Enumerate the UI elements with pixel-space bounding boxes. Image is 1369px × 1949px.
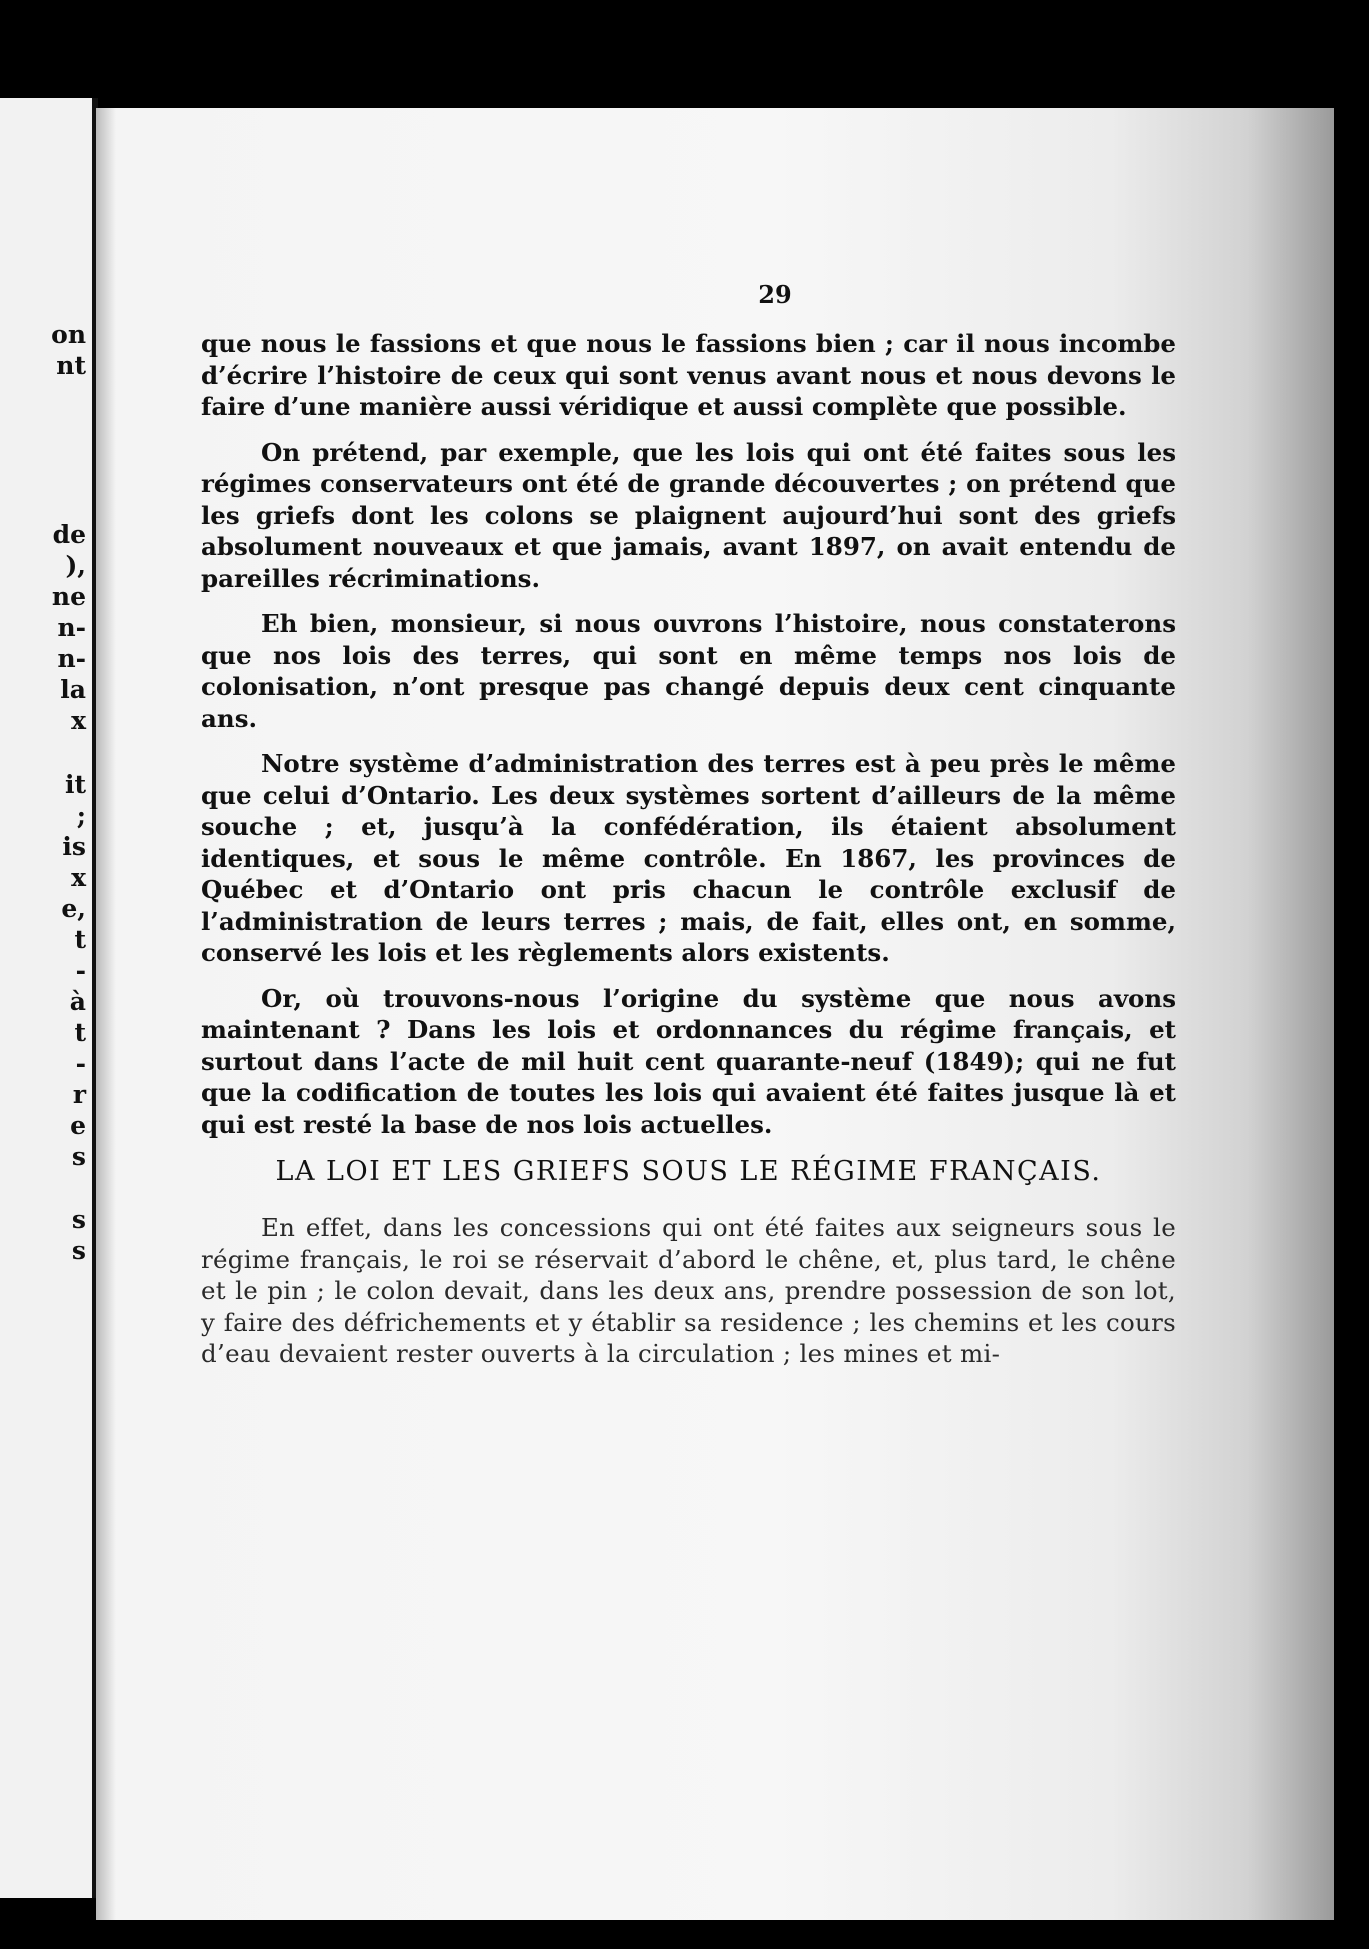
prev-page-fragment: n- xyxy=(57,644,86,673)
prev-page-fragment: t xyxy=(74,925,86,954)
page-body xyxy=(201,328,1176,1384)
prev-page-fragment: it xyxy=(64,770,86,799)
prev-page-fragment: x xyxy=(71,706,86,735)
prev-page-fragment: - xyxy=(75,956,86,985)
prev-page-fragment: ), xyxy=(65,551,86,580)
paragraph: Notre système d’administration des terres est à peu près le même que celui d’Ontario. Les deux systèmes sortent d’ailleurs de la même souche ; et, jusqu’à la confédération, ils étaient absolument identiques, et sous le même contrôle. En 1867, les provinces de Québec et d’Ontario ont pris chacun le contrôle exclusif de l’administration de leurs terres ; mais, de fait, elles ont, en somme, conservé les lois et les règlements alors existents. xyxy=(201,749,1176,967)
prev-page-fragment: x xyxy=(71,863,86,892)
prev-page-fragment: r xyxy=(72,1080,86,1109)
prev-page-fragment: s xyxy=(71,1236,86,1265)
prev-page-fragment: s xyxy=(71,1205,86,1234)
prev-page-fragment: ; xyxy=(76,801,86,830)
section-heading: LA LOI ET LES GRIEFS SOUS LE RÉGIME FRANÇAIS. xyxy=(275,1156,1102,1187)
prev-page-fragment: e xyxy=(70,1111,86,1140)
prev-page-fragment: on xyxy=(51,320,86,349)
prev-page-fragment: de xyxy=(52,520,86,549)
prev-page-fragment: n- xyxy=(57,613,86,642)
paragraph: On prétend, par exemple, que les lois qui ont été faites sous les régimes conservateurs ont été de grande découvertes ; on prétend que les griefs dont les colons se plaignent aujourd’hui sont des griefs absolument nouveaux et que jamais, avant 1897, on avait entendu de pareilles récriminations. xyxy=(201,437,1176,593)
paragraph: Eh bien, monsieur, si nous ouvrons l’histoire, nous constaterons que nos lois des terres, qui sont en même temps nos lois de colonisation, n’ont presque pas changé depuis deux cent cinquante ans. xyxy=(201,609,1176,733)
previous-page-edge xyxy=(0,98,98,1898)
prev-page-fragment: t xyxy=(74,1018,86,1047)
prev-page-fragment: is xyxy=(62,832,86,861)
prev-page-fragment: à xyxy=(69,987,86,1016)
book-page xyxy=(96,108,1334,1920)
paragraph: que nous le fassions et que nous le fassions bien ; car il nous incombe d’écrire l’histoire de ceux qui sont venus avant nous et nous devons le faire d’une manière aussi véridique et aussi complète que possible. xyxy=(201,329,1176,421)
paragraph: En effet, dans les concessions qui ont été faites aux seigneurs sous le régime français, le roi se réservait d’abord le chêne, et, plus tard, le chêne et le pin ; le colon devait, dans les deux ans, prendre possession de son lot, y faire des défrichements et y établir sa residence ; les chemins et les cours d’eau devaient rester ouverts à la circulation ; les mines et mi- xyxy=(201,1213,1176,1368)
page-spine-shadow xyxy=(96,108,116,1920)
prev-page-fragment: nt xyxy=(56,351,86,380)
prev-page-fragment: s xyxy=(71,1142,86,1171)
prev-page-fragment: - xyxy=(75,1049,86,1078)
prev-page-fragment: ne xyxy=(51,582,86,611)
page-number: 29 xyxy=(758,280,792,309)
prev-page-fragment: e, xyxy=(61,894,86,923)
paragraph: Or, où trouvons-nous l’origine du système que nous avons maintenant ? Dans les lois et ordonnances du régime français, et surtout dans l’acte de mil huit cent quarante-neuf (1849); qui ne fut que la codification de toutes les lois qui avaient été faites jusque là et qui est resté la base de nos lois actuelles. xyxy=(201,983,1176,1139)
prev-page-fragment: la xyxy=(60,675,86,704)
